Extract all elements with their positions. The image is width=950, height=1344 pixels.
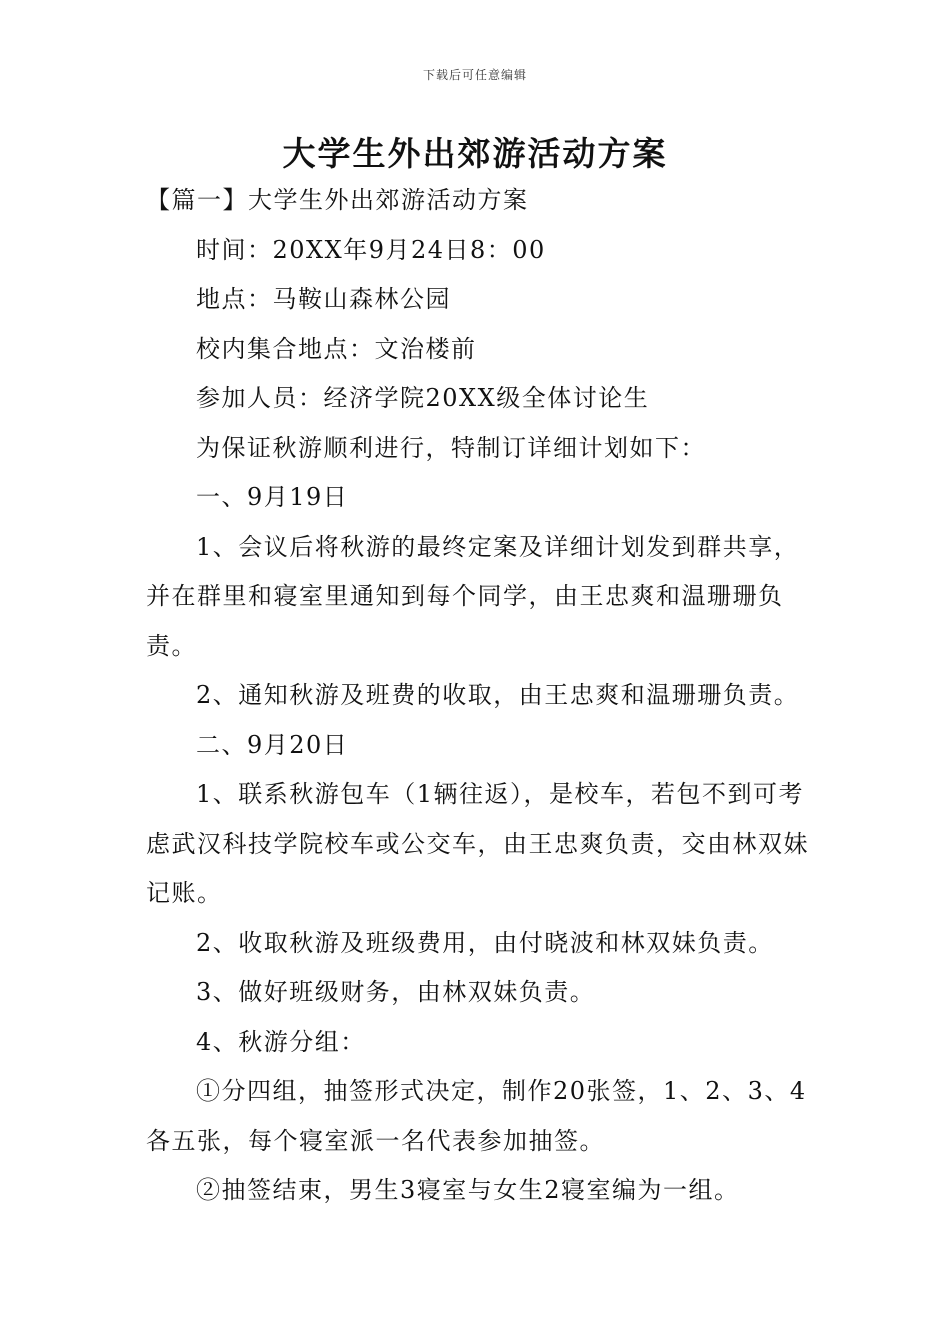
section-heading: 【篇一】大学生外出郊游活动方案 — [146, 186, 529, 214]
document-title: 大学生外出郊游活动方案 — [282, 134, 668, 173]
paragraph-item: ②抽签结束，男生3寝室与女生2寝室编为一组。 — [196, 1176, 740, 1204]
paragraph-date-heading: 二、9月20日 — [196, 730, 349, 759]
paragraph-item: 1、联系秋游包车（1辆往返），是校车，若包不到可考虑武汉科技学院校车或公交车，由王忠爽负责，交由林双妹记账。 — [146, 780, 809, 907]
paragraph-item: 2、通知秋游及班费的收取，由王忠爽和温珊珊负责。 — [196, 681, 800, 709]
paragraph-item: 3、做好班级财务，由林双妹负责。 — [196, 978, 596, 1006]
paragraph-date-heading: 一、9月19日 — [196, 483, 349, 511]
paragraph-item: 4、秋游分组： — [196, 1027, 366, 1056]
paragraph-location: 地点：马鞍山森林公园 — [196, 285, 451, 313]
paragraph-item: 2、收取秋游及班级费用，由付晓波和林双妹负责。 — [196, 928, 774, 957]
header-note: 下载后可任意编辑 — [422, 68, 527, 82]
paragraph-intro: 为保证秋游顺利进行，特制订详细计划如下： — [196, 433, 706, 462]
paragraph-time: 时间：20XX年9月24日8：00 — [196, 235, 546, 264]
paragraph-participants: 参加人员：经济学院20XX级全体讨论生 — [196, 384, 650, 412]
paragraph-item: ①分四组，抽签形式决定，制作20张签，1、2、3、4各五张，每个寝室派一名代表参加抽签。 — [146, 1077, 807, 1155]
document-body — [146, 176, 810, 1216]
paragraph-meeting-point: 校内集合地点：文治楼前 — [196, 334, 477, 363]
paragraph-item: 1、会议后将秋游的最终定案及详细计划发到群共享，并在群里和寝室里通知到每个同学，由王忠爽和温珊珊负责。 — [146, 532, 800, 660]
